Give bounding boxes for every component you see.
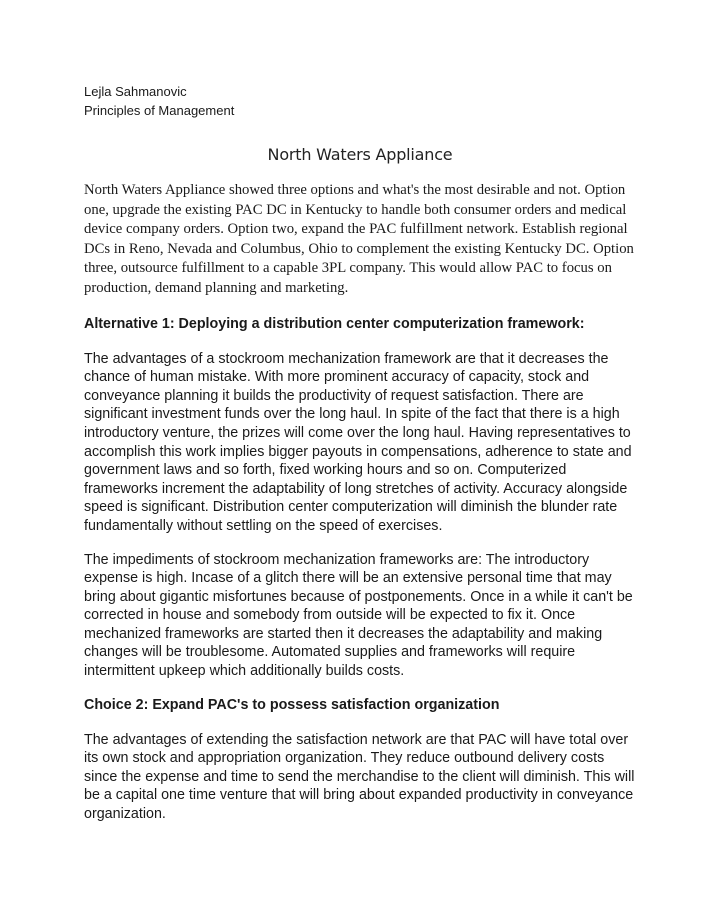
section-1-paragraph-disadvantages: The impediments of stockroom mechanization frameworks are: The introductory expense is high. Incase of a glitch there will be an extensive personal time that may bring about gigantic misfortunes because of postponements. Once in a while it can't be corrected in house and somebody from outside will be expected to fix it. Once mechanized frameworks are started then it decreases the adaptability and making changes will be troublesome. Automated supplies and frameworks will require intermittent upkeep which additionally builds costs. bbox=[84, 551, 633, 680]
section-heading-choice-2: Choice 2: Expand PAC's to possess satisfaction organization bbox=[84, 696, 500, 713]
course-name: Principles of Management bbox=[84, 103, 235, 118]
intro-paragraph: North Waters Appliance showed three options and what's the most desirable and not. Option one, upgrade the existing PAC DC in Kentucky to handle both consumer orders and medical device company orders. Option two, expand the PAC fulfillment network. Establish regional DCs in Reno, Nevada and Columbus, Ohio to complement the existing Kentucky DC. Option three, outsource fulfillment to a capable 3PL company. This would allow PAC to focus on production, demand planning and marketing. bbox=[84, 182, 634, 296]
document-title: North Waters Appliance bbox=[267, 145, 453, 164]
section-heading-alternative-1: Alternative 1: Deploying a distribution center computerization framework: bbox=[84, 315, 585, 332]
author-name: Lejla Sahmanovic bbox=[84, 84, 187, 99]
document-page bbox=[84, 82, 636, 839]
section-1-paragraph-advantages: The advantages of a stockroom mechanization framework are that it decreases the chance of human mistake. With more prominent accuracy of capacity, stock and conveyance planning it builds the productivity of request satisfaction. There are significant investment funds over the long haul. In spite of the fact that there is a high introductory venture, the prizes will come over the long haul. Having representatives to accomplish this work implies bigger payouts in compensations, adherence to state and government laws and so forth, fixed working hours and so on. Computerized frameworks increment the adaptability of long stretches of activity. Accuracy alongside speed is significant. Distribution center computerization will diminish the blunder rate fundamentally without settling on the speed of exercises. bbox=[84, 350, 632, 534]
section-2-paragraph-advantages: The advantages of extending the satisfaction network are that PAC will have total over its own stock and appropriation organization. They reduce outbound delivery costs since the expense and time to send the merchandise to the client will diminish. This will be a capital one time venture that will bring about expanded productivity in conveyance organization. bbox=[84, 731, 635, 823]
